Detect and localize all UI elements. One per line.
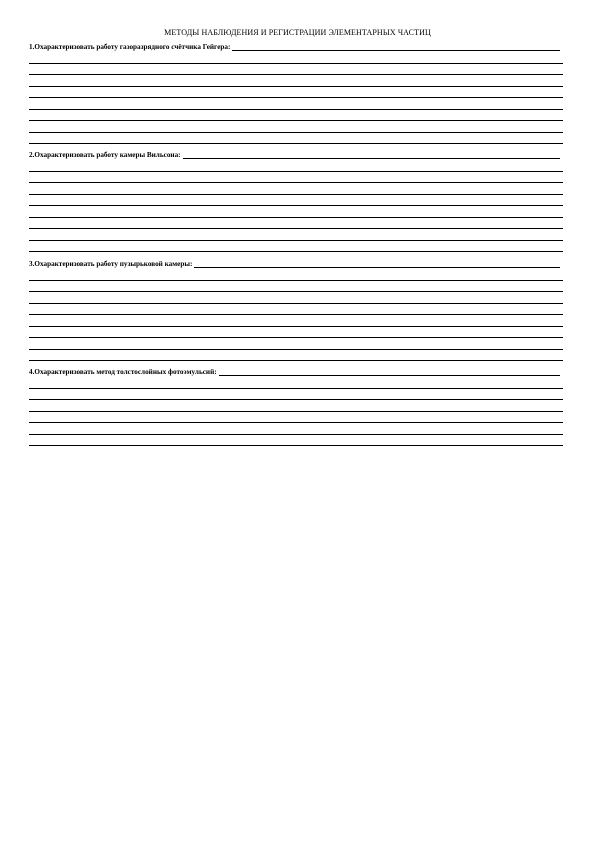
answer-line[interactable]	[29, 327, 563, 339]
answer-line[interactable]	[29, 121, 563, 133]
answer-line[interactable]	[29, 350, 563, 362]
prompt-row	[29, 366, 563, 377]
answer-line[interactable]	[29, 241, 563, 253]
answer-line[interactable]	[29, 172, 563, 184]
prompt-row	[29, 258, 563, 269]
answer-line[interactable]	[29, 218, 563, 230]
answer-line[interactable]	[29, 315, 563, 327]
answer-line[interactable]	[29, 183, 563, 195]
prompt-row	[29, 149, 563, 160]
answer-line[interactable]	[29, 423, 563, 435]
question-prompt: 3.Охарактеризовать работу пузырьковой камеры:	[29, 260, 193, 268]
answer-line[interactable]	[29, 229, 563, 241]
answer-line[interactable]	[29, 269, 563, 281]
answer-line[interactable]	[29, 160, 563, 172]
question-prompt: 4.Охарактеризовать метод толстослойных фотоэмульсий:	[29, 368, 217, 376]
answer-line[interactable]	[29, 206, 563, 218]
page-title: МЕТОДЫ НАБЛЮДЕНИЯ И РЕГИСТРАЦИИ ЭЛЕМЕНТАРНЫХ ЧАСТИЦ	[164, 28, 431, 37]
section-wilson-chamber	[29, 149, 563, 252]
section-geiger-counter	[29, 41, 563, 144]
section-bubble-chamber	[29, 258, 563, 361]
answer-line[interactable]	[29, 281, 563, 293]
answer-line[interactable]	[29, 110, 563, 122]
answer-line[interactable]	[29, 338, 563, 350]
answer-line[interactable]	[29, 52, 563, 64]
answer-line[interactable]	[29, 98, 563, 110]
answer-line[interactable]	[29, 304, 563, 316]
answer-line[interactable]	[29, 435, 563, 447]
answer-line[interactable]	[29, 389, 563, 401]
answer-line[interactable]	[219, 375, 560, 376]
answer-line[interactable]	[29, 87, 563, 99]
answer-line[interactable]	[183, 158, 560, 159]
answer-line[interactable]	[29, 412, 563, 424]
question-prompt: 1.Охарактеризовать работу газоразрядного счётчика Гейгера:	[29, 43, 231, 51]
answer-line[interactable]	[29, 133, 563, 145]
answer-line[interactable]	[232, 50, 560, 51]
question-prompt: 2.Охарактеризовать работу камеры Вильсона:	[29, 151, 181, 159]
prompt-row	[29, 41, 563, 52]
answer-line[interactable]	[194, 267, 560, 268]
answer-line[interactable]	[29, 377, 563, 389]
answer-line[interactable]	[29, 292, 563, 304]
answer-line[interactable]	[29, 195, 563, 207]
answer-line[interactable]	[29, 400, 563, 412]
section-photo-emulsion	[29, 366, 563, 446]
answer-line[interactable]	[29, 75, 563, 87]
answer-line[interactable]	[29, 64, 563, 76]
